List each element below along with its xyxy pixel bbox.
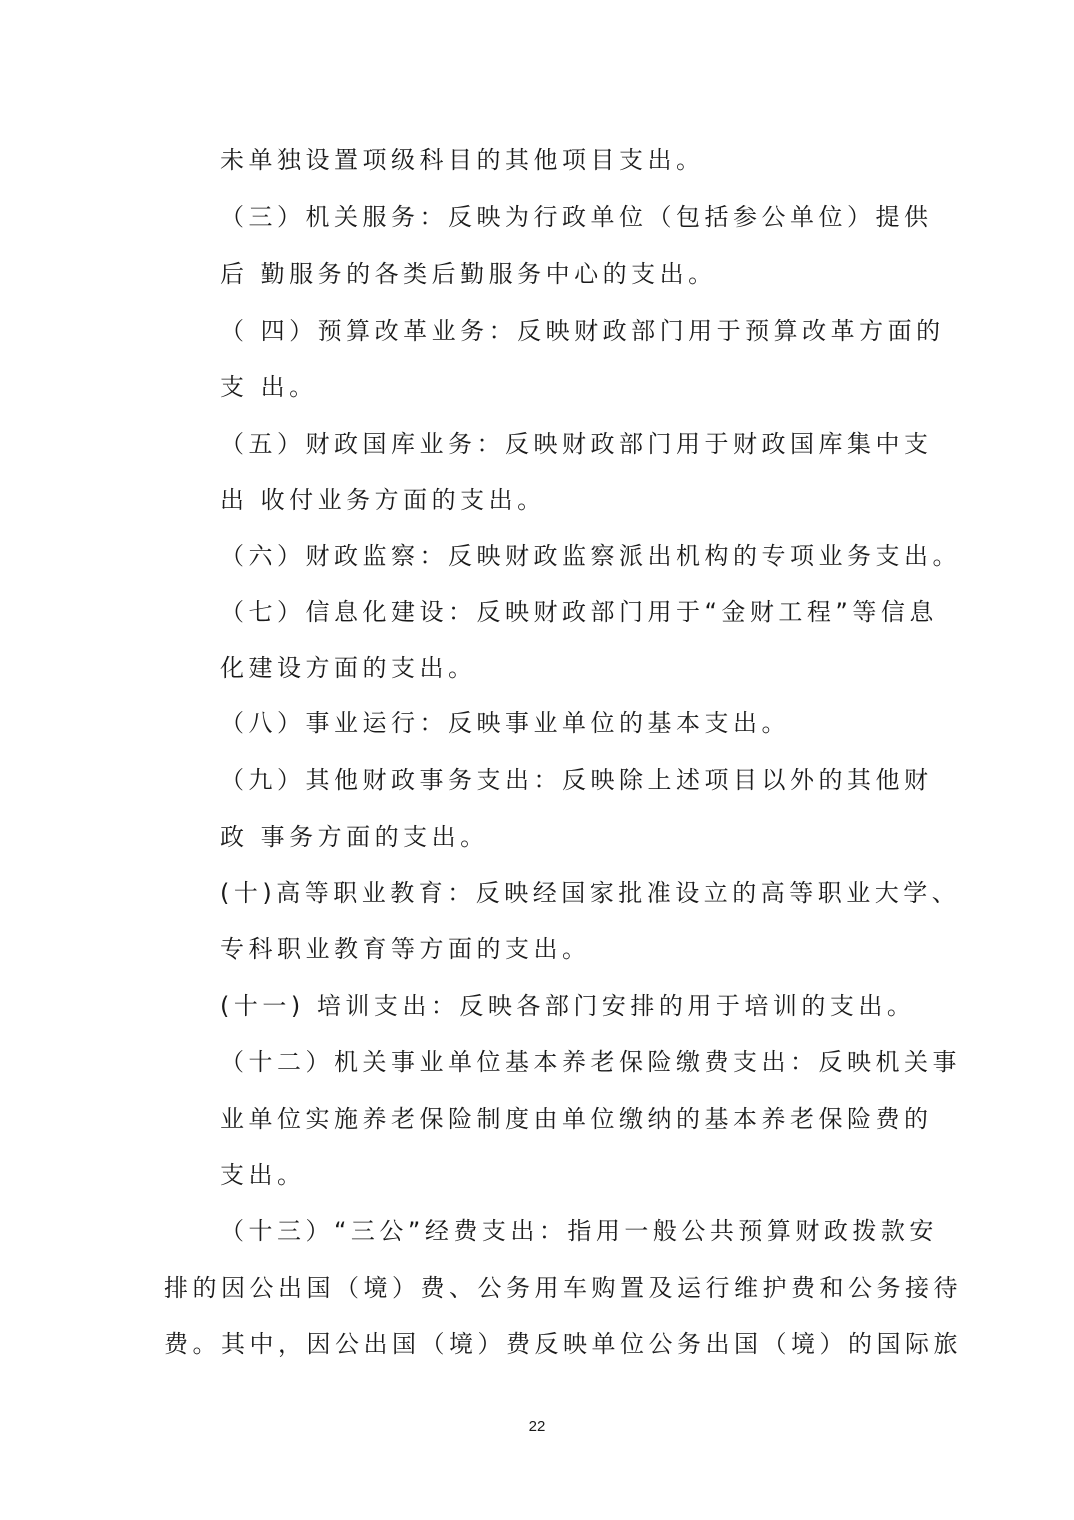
text-line: 出 收付业务方面的支出。 bbox=[220, 486, 546, 514]
text-line: （ 四）预算改革业务：反映财政部门用于预算改革方面的 bbox=[220, 317, 945, 345]
page-number: 22 bbox=[528, 1418, 546, 1435]
text-line: （七）信息化建设：反映财政部门用于“金财工程”等信息 bbox=[220, 598, 938, 626]
text-line: 政 事务方面的支出。 bbox=[220, 823, 489, 851]
text-line: （六）财政监察：反映财政监察派出机构的专项业务支出。 bbox=[220, 542, 961, 570]
text-line: 排的因公出国（境）费、公务用车购置及运行维护费和公务接待 bbox=[164, 1274, 962, 1302]
text-line: (十)高等职业教育：反映经国家批准设立的高等职业大学、 bbox=[220, 879, 961, 907]
text-line: （九）其他财政事务支出：反映除上述项目以外的其他财 bbox=[220, 766, 933, 794]
text-line: （三）机关服务：反映为行政单位（包括参公单位）提供 bbox=[220, 203, 933, 231]
text-line: (十一) 培训支出：反映各部门安排的用于培训的支出。 bbox=[220, 992, 916, 1020]
text-line: 未单独设置项级科目的其他项目支出。 bbox=[220, 146, 705, 174]
text-line: 支 出。 bbox=[220, 373, 318, 401]
text-line: （十三）“三公”经费支出：指用一般公共预算财政拨款安 bbox=[220, 1217, 938, 1245]
text-line: 支出。 bbox=[220, 1161, 306, 1189]
text-line: （五）财政国库业务：反映财政部门用于财政国库集中支 bbox=[220, 430, 933, 458]
text-line: 后 勤服务的各类后勤服务中心的支出。 bbox=[220, 260, 717, 288]
text-line: （十二）机关事业单位基本养老保险缴费支出：反映机关事 bbox=[220, 1048, 961, 1076]
text-line: 业单位实施养老保险制度由单位缴纳的基本养老保险费的 bbox=[220, 1105, 933, 1133]
text-line: 专科职业教育等方面的支出。 bbox=[220, 935, 591, 963]
text-line: 化建设方面的支出。 bbox=[220, 654, 477, 682]
text-line: 费。其中，因公出国（境）费反映单位公务出国（境）的国际旅 bbox=[164, 1330, 962, 1358]
text-line: （八）事业运行：反映事业单位的基本支出。 bbox=[220, 709, 790, 737]
